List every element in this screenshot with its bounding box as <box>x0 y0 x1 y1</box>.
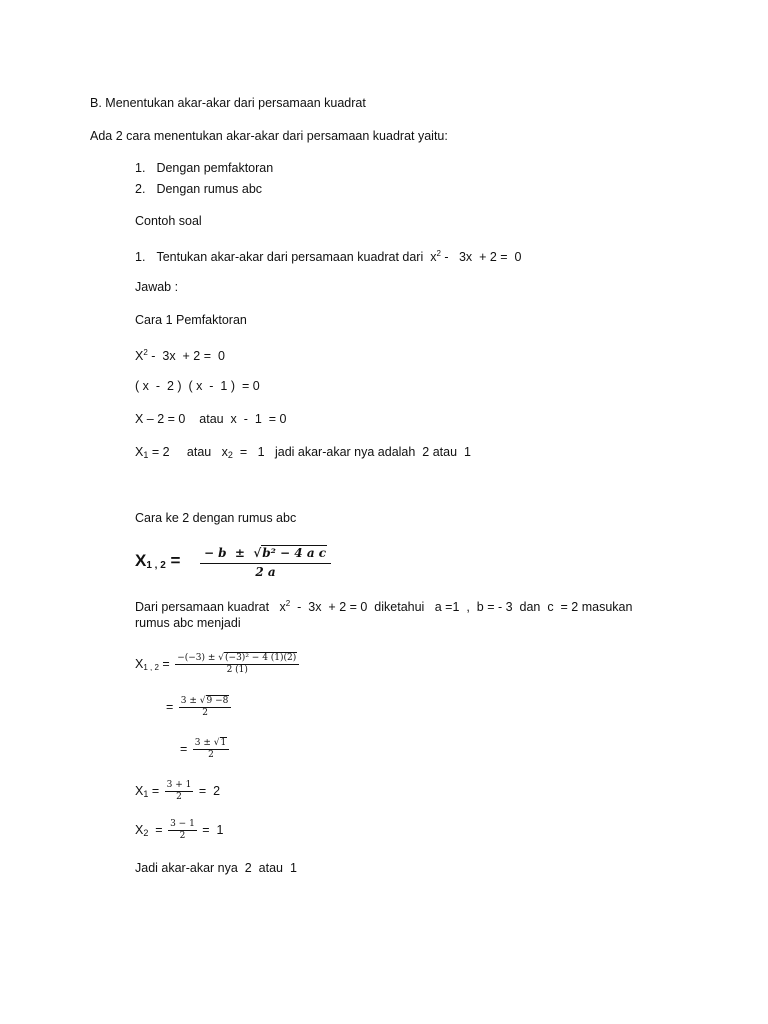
intro-text: Ada 2 cara menentukan akar-akar dari persamaan kuadrat yaitu: <box>90 129 448 143</box>
factoring-equation-1: $X^2 - 3x + 2 = 0$ <box>135 348 225 363</box>
root-x1: $X_1$ = $\frac{3 + 1}{2}$ = 2 <box>135 780 221 803</box>
step-2-fraction: $\frac{3 \pm √9 -8}{2}$ <box>179 696 232 719</box>
method-item-2 <box>135 181 262 197</box>
step-3-fraction: $\frac{3 \pm √1}{2}$ <box>193 738 229 761</box>
substitution-step-3: = $\frac{3 \pm √1}{2}$ <box>180 736 231 762</box>
method-text: Dengan rumus abc <box>156 182 263 196</box>
step-1-fraction: $\frac{\text{−(−3) ± √(−3)² − 4 (1)(2)}}{2 (1)}$ <box>175 653 299 676</box>
section-heading: B. Menentukan akar-akar dari persamaan kuadrat <box>90 96 366 110</box>
abc-fraction: $\frac{\text{− b ± √b² − 4 a c}}{2 a}$ <box>200 545 331 580</box>
x1-fraction: $\frac{3 + 1}{2}$ <box>166 780 192 803</box>
example-heading: Contoh soal <box>135 214 202 228</box>
substitution-step-2: = $\frac{3 \pm √9 -8}{2}$ <box>166 694 233 720</box>
substitution-step-1: $X_{1 , 2}$ = $\frac{\text{−(−3) ± √(−3)² − 4 (1)(2)}}{2 (1)}$ <box>135 650 301 682</box>
abc-formula <box>135 543 333 584</box>
x2-fraction: $\frac{3 - 1}{2}$ <box>170 819 195 842</box>
method-item-1 <box>135 160 273 176</box>
problem-equation: $x^2 - 3x + 2 = 0$ <box>430 249 522 264</box>
problem-number: 1. <box>135 250 146 264</box>
root-x2: $X_2$ = $\frac{3 - 1}{2}$ = 1 <box>135 819 224 842</box>
factoring-result: $X_1 = 2$ atau $x_2 = 1$ jadi akar-akar nya adalah 2 atau 1 <box>135 445 471 460</box>
method-1-title: Cara 1 Pemfaktoran <box>135 313 247 327</box>
factoring-equation-3: X – 2 = 0 atau x - 1 = 0 <box>135 412 287 426</box>
substitution-text-2: rumus abc menjadi <box>135 616 241 630</box>
problem-text: Tentukan akar-akar dari persamaan kuadrat dari <box>156 250 424 264</box>
method-number: 1. <box>135 161 146 175</box>
answer-label: Jawab : <box>135 280 179 294</box>
factoring-equation-2: ( x - 2 ) ( x - 1 ) = 0 <box>135 379 260 393</box>
method-text: Dengan pemfaktoran <box>156 161 274 175</box>
problem-statement <box>135 246 522 265</box>
method-number: 2. <box>135 182 146 196</box>
substitution-text-1: Dari persamaan kuadrat $x^2 - 3x + 2 = 0$ diketahui a =1 , b = - 3 dan c = 2 masukan <box>135 599 633 614</box>
formula-lhs: $X_{1 , 2}$ = <box>135 551 181 571</box>
method-2-title: Cara ke 2 dengan rumus abc <box>135 511 297 525</box>
final-conclusion: Jadi akar-akar nya 2 atau 1 <box>135 861 297 875</box>
